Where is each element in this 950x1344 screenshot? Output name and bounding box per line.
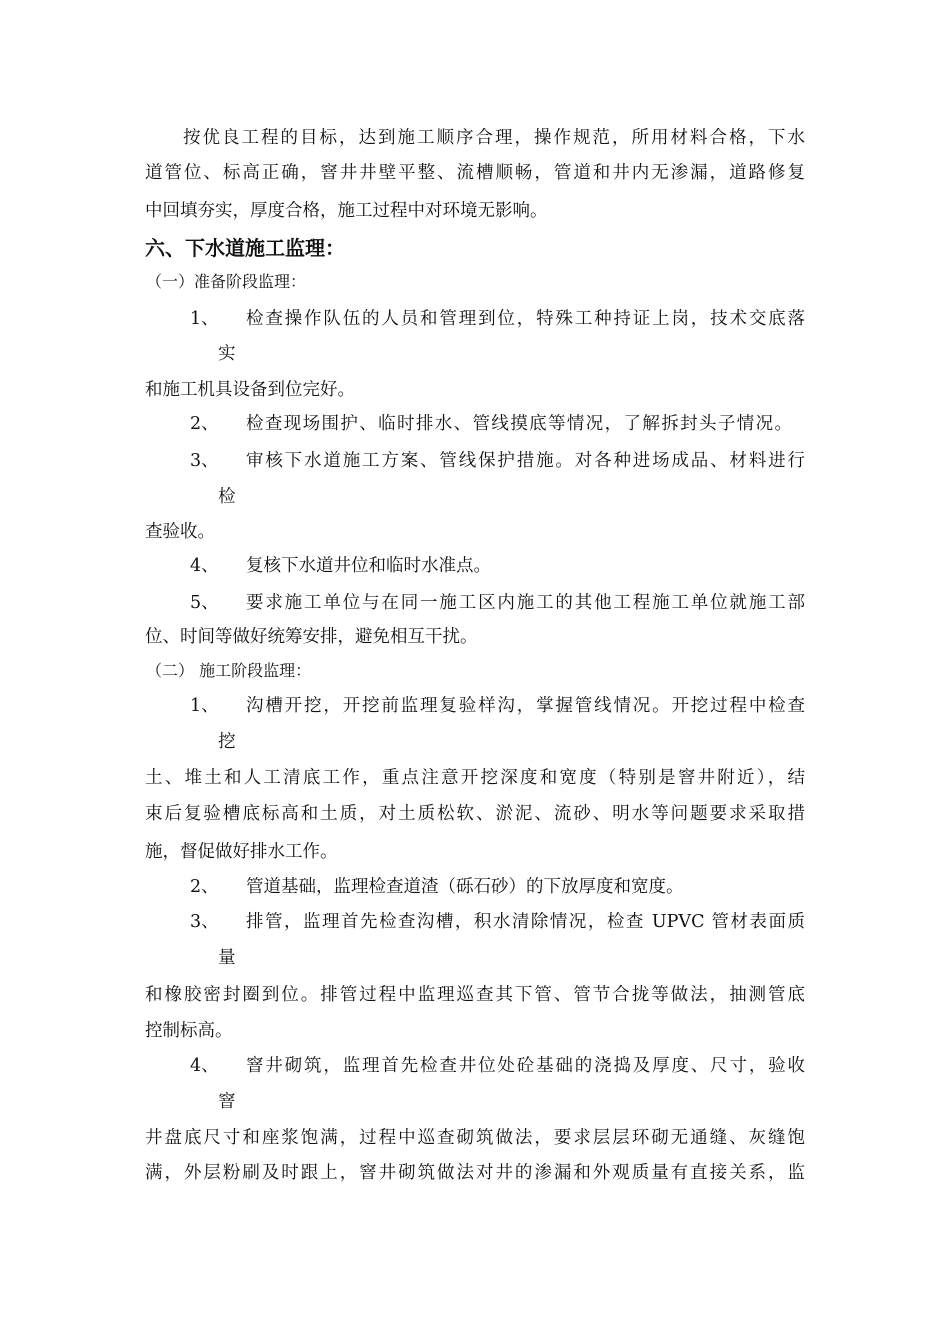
- prep-item-3-text: 审核下水道施工方案、管线保护措施。对各种进场成品、材料进行: [246, 451, 805, 471]
- intro-line-3: 中回填夯实，厚度合格，施工过程中对环境无影响。: [145, 201, 548, 221]
- con-item-3-wrap: 量: [218, 948, 236, 968]
- prep-item-2-text: 检查现场围护、临时排水、管线摸底等情况，了解拆封头子情况。: [246, 414, 792, 434]
- con-item-1-cont-3: 施，督促做好排水工作。: [145, 842, 338, 862]
- con-item-1-text: 沟槽开挖，开挖前监理复验样沟，掌握管线情况。开挖过程中检查: [246, 696, 805, 716]
- con-item-4-cont-2: 满，外层粉刷及时跟上，窨井砌筑做法对井的渗漏和外观质量有直接关系，监: [145, 1163, 805, 1183]
- prep-item-4-number: 4、: [190, 556, 219, 576]
- con-item-4-wrap: 窨: [218, 1092, 236, 1112]
- prep-item-1-cont: 和施工机具设备到位完好。: [145, 380, 355, 400]
- con-item-3-cont-1: 和橡胶密封圈到位。排管过程中监理巡查其下管、管节合拢等做法，抽测管底: [145, 985, 805, 1005]
- con-item-1-cont-2: 束后复验槽底标高和土质，对土质松软、淤泥、流砂、明水等问题要求采取措: [145, 804, 805, 824]
- prep-title: （一）准备阶段监理：: [146, 272, 307, 291]
- section-heading: 六、下水道施工监理：: [145, 236, 345, 260]
- prep-item-1-text: 检查操作队伍的人员和管理到位，特殊工种持证上岗，技术交底落: [246, 309, 805, 329]
- intro-line-2: 道管位、标高正确，窨井井壁平整、流槽顺畅，管道和井内无渗漏，道路修复: [145, 163, 805, 183]
- con-item-3-text: 排管，监理首先检查沟槽，积水清除情况，检查 UPVC 管材表面质: [246, 912, 805, 932]
- intro-line-1: 按优良工程的目标，达到施工顺序合理，操作规范，所用材料合格，下水: [183, 128, 805, 148]
- construction-title: （二） 施工阶段监理：: [146, 661, 312, 680]
- con-item-3-cont-2: 控制标高。: [145, 1021, 233, 1041]
- prep-item-2-number: 2、: [190, 414, 219, 434]
- con-item-4-text: 窨井砌筑，监理首先检查井位处砼基础的浇捣及厚度、尺寸，验收: [246, 1056, 805, 1076]
- con-item-1-cont-1: 土、堆土和人工清底工作，重点注意开挖深度和宽度（特别是窨井附近），结: [145, 768, 805, 788]
- con-item-2-text: 管道基础，监理检查道渣（砾石砂）的下放厚度和宽度。: [246, 877, 684, 897]
- prep-item-3-wrap: 检: [218, 487, 236, 507]
- prep-item-1-wrap: 实: [218, 344, 236, 364]
- con-item-3-number: 3、: [190, 912, 219, 932]
- con-item-2-number: 2、: [190, 877, 219, 897]
- prep-item-5-text: 要求施工单位与在同一施工区内施工的其他工程施工单位就施工部: [246, 593, 805, 613]
- con-item-1-wrap: 挖: [218, 732, 236, 752]
- prep-item-3-number: 3、: [190, 451, 219, 471]
- con-item-4-cont-1: 井盘底尺寸和座浆饱满，过程中巡查砌筑做法，要求层层环砌无通缝、灰缝饱: [145, 1128, 805, 1148]
- con-item-4-number: 4、: [190, 1056, 219, 1076]
- prep-item-4-text: 复核下水道井位和临时水准点。: [246, 556, 491, 576]
- prep-item-1-number: 1、: [190, 309, 219, 329]
- prep-item-5-cont: 位、时间等做好统筹安排，避免相互干扰。: [145, 627, 478, 647]
- prep-item-5-number: 5、: [190, 593, 219, 613]
- con-item-1-number: 1、: [190, 696, 219, 716]
- prep-item-3-cont: 查验收。: [145, 522, 215, 542]
